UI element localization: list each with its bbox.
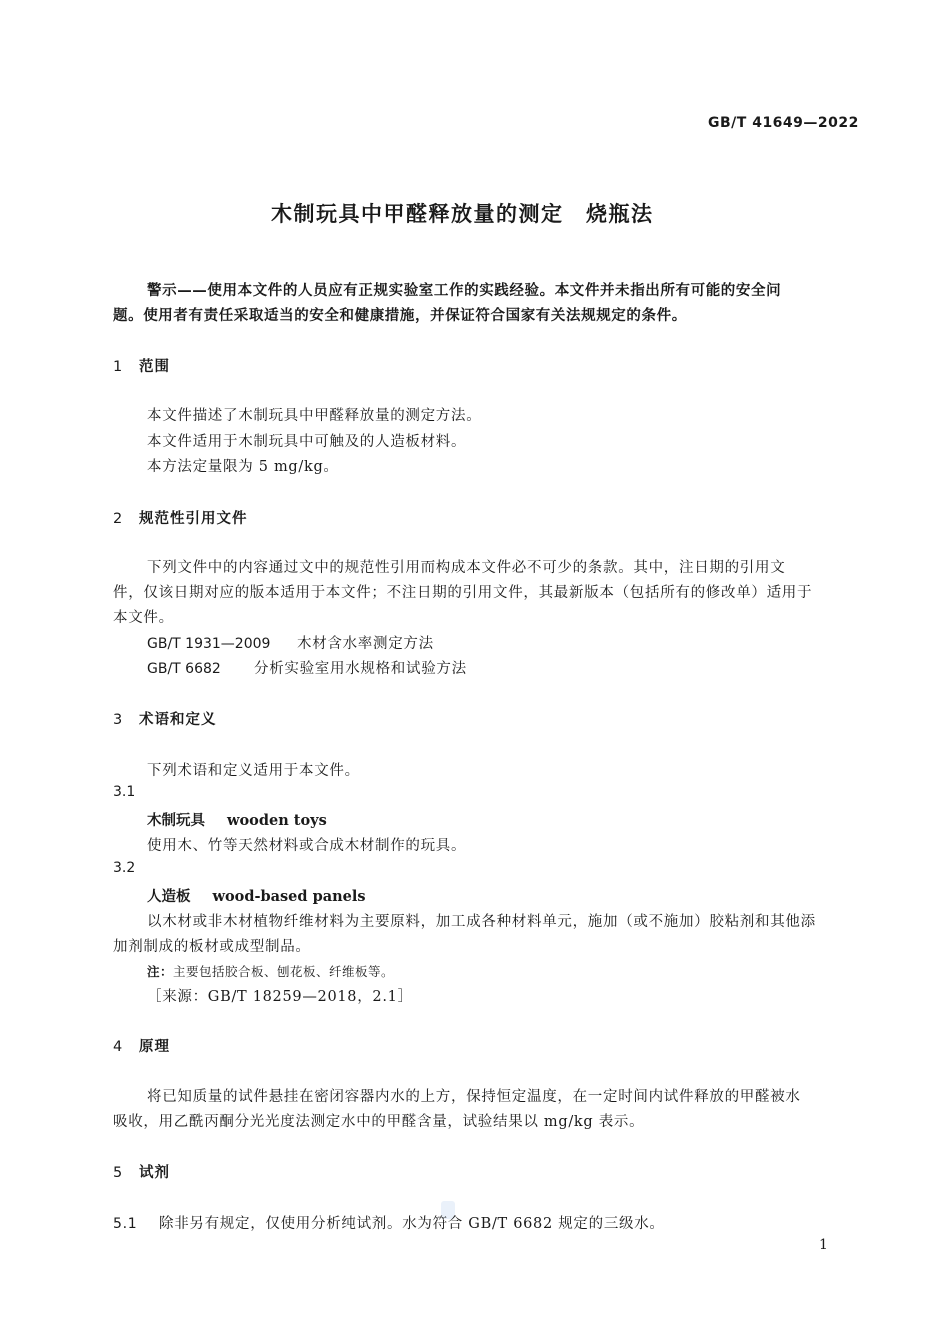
paragraph: 下列术语和定义适用于本文件。 — [147, 763, 360, 779]
section-number: 1 — [113, 359, 124, 375]
section-2-heading — [113, 507, 248, 528]
warning-line-1: 警示——使用本文件的人员应有正规实验室工作的实践经验。本文件并未指出所有可能的安全问 — [147, 283, 782, 299]
term-zh: 人造板 — [147, 889, 191, 905]
paragraph: 本文件适用于木制玩具中可触及的人造板材料。 — [147, 434, 467, 450]
section-title: 术语和定义 — [139, 712, 217, 728]
paragraph-line: 将已知质量的试件悬挂在密闭容器内水的上方，保持恒定温度，在一定时间内试件释放的甲醛被水 — [147, 1089, 801, 1105]
section-4-heading — [113, 1035, 170, 1056]
reference-title: 木材含水率测定方法 — [297, 636, 434, 652]
term-en: wood-based panels — [212, 888, 366, 905]
section-number: 4 — [113, 1039, 124, 1055]
section-title: 范围 — [139, 359, 170, 375]
clause-number: 3.1 — [113, 784, 136, 800]
section-3-heading — [113, 708, 217, 729]
reference-item — [147, 657, 467, 678]
paragraph-line: 件，仅该日期对应的版本适用于本文件；不注日期的引用文件，其最新版本（包括所有的修改单）适用于 — [113, 585, 813, 601]
term-en: wooden toys — [227, 812, 327, 829]
page-number: 1 — [819, 1237, 828, 1253]
section-number: 5 — [113, 1165, 124, 1181]
note-text: 主要包括胶合板、刨花板、纤维板等。 — [173, 964, 395, 979]
section-number: 2 — [113, 511, 124, 527]
paragraph: 本方法定量限为 5 mg/kg。 — [147, 459, 339, 475]
term-definition: 加剂制成的板材或成型制品。 — [113, 939, 311, 955]
reference-code: GB/T 1931—2009 — [147, 636, 271, 652]
clause-text: 除非另有规定，仅使用分析纯试剂。水为符合 GB/T 6682 规定的三级水。 — [159, 1216, 665, 1232]
term-zh: 木制玩具 — [147, 813, 205, 829]
term-heading — [147, 809, 327, 830]
section-5-heading — [113, 1161, 170, 1182]
section-number: 3 — [113, 712, 124, 728]
section-title: 规范性引用文件 — [139, 511, 248, 527]
paragraph-line: 下列文件中的内容通过文中的规范性引用而构成本文件必不可少的条款。其中，注日期的引用文 — [147, 560, 786, 576]
section-1-heading — [113, 355, 170, 376]
reference-item — [147, 632, 434, 653]
paragraph: 本文件描述了木制玩具中甲醛释放量的测定方法。 — [147, 408, 482, 424]
paragraph-line: 本文件。 — [113, 610, 174, 626]
term-definition: 以木材或非木材植物纤维材料为主要原料，加工成各种材料单元，施加（或不施加）胶粘剂和其他添 — [147, 914, 816, 930]
clause-number: 5.1 — [113, 1216, 138, 1232]
reference-title: 分析实验室用水规格和试验方法 — [254, 661, 467, 677]
note-label: 注： — [147, 964, 174, 979]
paragraph-line: 吸收，用乙酰丙酮分光光度法测定水中的甲醛含量，试验结果以 mg/kg 表示。 — [113, 1114, 645, 1130]
page-title: 木制玩具中甲醛释放量的测定 烧瓶法 — [271, 202, 654, 226]
term-heading — [147, 885, 366, 906]
standard-number: GB/T 41649—2022 — [708, 115, 859, 131]
term-definition: 使用木、竹等天然材料或合成木材制作的玩具。 — [147, 838, 467, 854]
clause-number: 3.2 — [113, 860, 136, 876]
source-citation: ［来源：GB/T 18259—2018，2.1］ — [147, 989, 413, 1005]
reference-code: GB/T 6682 — [147, 661, 221, 677]
note — [147, 962, 394, 980]
clause-5-1 — [113, 1212, 665, 1233]
section-title: 试剂 — [139, 1165, 170, 1181]
warning-line-2: 题。使用者有责任采取适当的安全和健康措施，并保证符合国家有关法规规定的条件。 — [113, 308, 687, 324]
section-title: 原理 — [139, 1039, 170, 1055]
